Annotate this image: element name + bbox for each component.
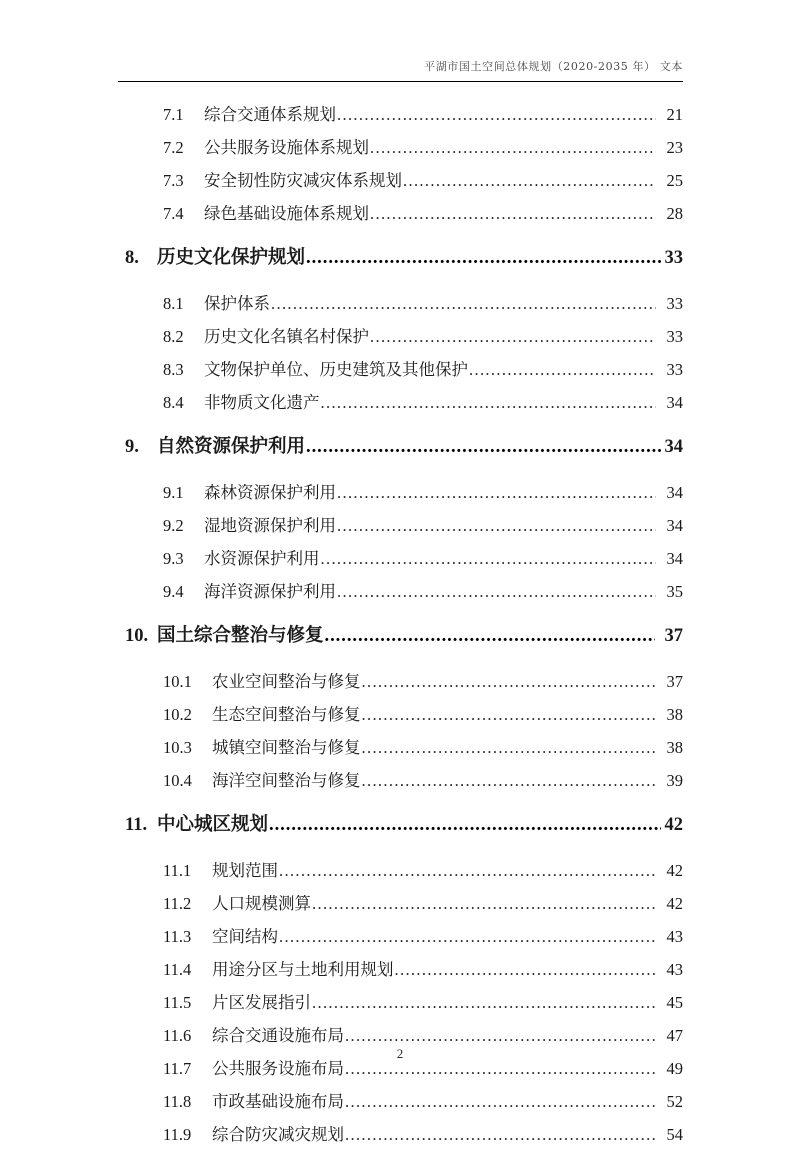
toc-dot-leader xyxy=(269,803,661,847)
header-divider-rule xyxy=(118,81,683,82)
section-spacer xyxy=(118,658,683,665)
toc-entry-title: 综合交通设施布局 xyxy=(212,1026,344,1045)
toc-entry-number: 8.3 xyxy=(163,360,184,379)
table-of-contents xyxy=(118,98,683,1151)
toc-dot-leader xyxy=(279,920,656,953)
toc-subsection-row[interactable] xyxy=(118,575,683,608)
toc-entry-title: 公共服务设施体系规划 xyxy=(204,138,369,157)
toc-entry-page-number: 34 xyxy=(664,437,683,457)
toc-entry-title: 综合防灾减灾规划 xyxy=(212,1125,344,1144)
toc-dot-leader xyxy=(370,320,656,353)
toc-dot-leader xyxy=(321,542,657,575)
toc-entry-page-number: 43 xyxy=(666,927,683,946)
toc-section-row[interactable] xyxy=(118,803,683,847)
toc-entry-title: 空间结构 xyxy=(212,927,278,946)
toc-dot-leader xyxy=(403,164,656,197)
toc-entry-title: 国土综合整治与修复 xyxy=(157,626,324,646)
toc-subsection-row[interactable] xyxy=(118,854,683,887)
toc-entry-title: 城镇空间整治与修复 xyxy=(212,738,361,757)
toc-section-row[interactable] xyxy=(118,236,683,280)
toc-entry-page-number: 34 xyxy=(666,549,683,568)
toc-dot-leader xyxy=(321,386,657,419)
toc-entry-page-number: 21 xyxy=(666,105,683,124)
toc-entry-title: 中心城区规划 xyxy=(157,815,269,835)
toc-dot-leader xyxy=(469,353,656,386)
toc-subsection-row[interactable] xyxy=(118,287,683,320)
toc-dot-leader xyxy=(362,764,657,797)
toc-entry-number: 10. xyxy=(125,626,149,646)
toc-entry-number: 8.4 xyxy=(163,393,184,412)
toc-entry-number: 9.3 xyxy=(163,549,184,568)
toc-entry-number: 9.4 xyxy=(163,582,184,601)
toc-dot-leader xyxy=(370,197,656,230)
toc-entry-number: 8.2 xyxy=(163,327,184,346)
toc-dot-leader xyxy=(271,287,656,320)
toc-subsection-row[interactable] xyxy=(118,764,683,797)
toc-entry-title: 森林资源保护利用 xyxy=(204,483,336,502)
toc-entry-number: 11. xyxy=(125,815,148,835)
toc-entry-number: 11.7 xyxy=(163,1059,192,1078)
toc-dot-leader xyxy=(312,986,656,1019)
toc-entry-title: 文物保护单位、历史建筑及其他保护 xyxy=(204,360,468,379)
toc-entry-page-number: 28 xyxy=(666,204,683,223)
toc-entry-page-number: 42 xyxy=(664,815,683,835)
toc-entry-title: 湿地资源保护利用 xyxy=(204,516,336,535)
toc-entry-number: 7.4 xyxy=(163,204,184,223)
toc-subsection-row[interactable] xyxy=(118,1085,683,1118)
toc-entry-number: 8.1 xyxy=(163,294,184,313)
toc-dot-leader xyxy=(337,476,656,509)
toc-entry-number: 11.8 xyxy=(163,1092,192,1111)
section-spacer xyxy=(118,469,683,476)
toc-dot-leader xyxy=(325,614,655,658)
toc-entry-number: 10.4 xyxy=(163,771,192,790)
toc-subsection-row[interactable] xyxy=(118,986,683,1019)
toc-entry-number: 11.9 xyxy=(163,1125,192,1144)
toc-entry-title: 公共服务设施布局 xyxy=(212,1059,344,1078)
toc-dot-leader xyxy=(370,131,656,164)
toc-entry-number: 7.2 xyxy=(163,138,184,157)
toc-entry-title: 安全韧性防灾减灾体系规划 xyxy=(204,171,402,190)
toc-entry-page-number: 39 xyxy=(666,771,683,790)
page-header xyxy=(118,58,683,82)
toc-subsection-row[interactable] xyxy=(118,98,683,131)
toc-entry-title: 人口规模测算 xyxy=(212,894,311,913)
toc-subsection-row[interactable] xyxy=(118,476,683,509)
toc-entry-title: 海洋空间整治与修复 xyxy=(212,771,361,790)
toc-entry-title: 海洋资源保护利用 xyxy=(204,582,336,601)
toc-entry-page-number: 33 xyxy=(666,327,683,346)
toc-subsection-row[interactable] xyxy=(118,953,683,986)
toc-subsection-row[interactable] xyxy=(118,731,683,764)
toc-entry-page-number: 42 xyxy=(666,894,683,913)
toc-dot-leader xyxy=(337,575,656,608)
toc-entry-title: 历史文化保护规划 xyxy=(157,248,306,268)
toc-entry-title: 非物质文化遗产 xyxy=(204,393,320,412)
toc-subsection-row[interactable] xyxy=(118,698,683,731)
toc-entry-number: 9.2 xyxy=(163,516,184,535)
toc-entry-page-number: 37 xyxy=(666,672,683,691)
section-spacer xyxy=(118,280,683,287)
toc-entry-page-number: 33 xyxy=(666,360,683,379)
toc-entry-title: 农业空间整治与修复 xyxy=(212,672,361,691)
toc-entry-page-number: 34 xyxy=(666,483,683,502)
toc-dot-leader xyxy=(362,665,657,698)
toc-entry-title: 自然资源保护利用 xyxy=(157,437,306,457)
toc-entry-page-number: 47 xyxy=(666,1026,683,1045)
toc-entry-title: 综合交通体系规划 xyxy=(204,105,336,124)
toc-entry-title: 保护体系 xyxy=(204,294,270,313)
toc-entry-number: 11.1 xyxy=(163,861,192,880)
toc-entry-page-number: 54 xyxy=(666,1125,683,1144)
toc-entry-page-number: 23 xyxy=(666,138,683,157)
toc-subsection-row[interactable] xyxy=(118,386,683,419)
toc-entry-number: 10.1 xyxy=(163,672,192,691)
toc-subsection-row[interactable] xyxy=(118,1118,683,1151)
toc-entry-title: 水资源保护利用 xyxy=(204,549,320,568)
toc-dot-leader xyxy=(337,98,656,131)
toc-section-row[interactable] xyxy=(118,425,683,469)
toc-dot-leader xyxy=(362,698,657,731)
toc-entry-number: 11.5 xyxy=(163,993,192,1012)
toc-dot-leader xyxy=(306,236,661,280)
toc-entry-page-number: 35 xyxy=(666,582,683,601)
toc-entry-page-number: 49 xyxy=(666,1059,683,1078)
toc-entry-page-number: 33 xyxy=(666,294,683,313)
toc-entry-page-number: 34 xyxy=(666,393,683,412)
toc-dot-leader xyxy=(312,887,656,920)
toc-entry-page-number: 45 xyxy=(666,993,683,1012)
toc-entry-number: 11.2 xyxy=(163,894,192,913)
toc-entry-number: 11.3 xyxy=(163,927,192,946)
toc-entry-page-number: 52 xyxy=(666,1092,683,1111)
toc-subsection-row[interactable] xyxy=(118,509,683,542)
toc-entry-page-number: 33 xyxy=(664,248,683,268)
toc-entry-number: 10.3 xyxy=(163,738,192,757)
toc-dot-leader xyxy=(279,854,656,887)
toc-subsection-row[interactable] xyxy=(118,353,683,386)
toc-entry-title: 绿色基础设施体系规划 xyxy=(204,204,369,223)
toc-dot-leader xyxy=(345,1118,656,1151)
toc-entry-title: 规划范围 xyxy=(212,861,278,880)
toc-entry-page-number: 25 xyxy=(666,171,683,190)
toc-section-row[interactable] xyxy=(118,614,683,658)
toc-entry-page-number: 38 xyxy=(666,705,683,724)
toc-entry-title: 片区发展指引 xyxy=(212,993,311,1012)
toc-entry-number: 9. xyxy=(125,437,139,457)
toc-entry-number: 9.1 xyxy=(163,483,184,502)
toc-subsection-row[interactable] xyxy=(118,665,683,698)
toc-entry-page-number: 42 xyxy=(666,861,683,880)
toc-dot-leader xyxy=(362,731,657,764)
toc-entry-page-number: 43 xyxy=(666,960,683,979)
toc-subsection-row[interactable] xyxy=(118,164,683,197)
toc-subsection-row[interactable] xyxy=(118,320,683,353)
section-spacer xyxy=(118,847,683,854)
toc-entry-title: 市政基础设施布局 xyxy=(212,1092,344,1111)
toc-subsection-row[interactable] xyxy=(118,542,683,575)
toc-entry-page-number: 37 xyxy=(664,626,683,646)
toc-subsection-row[interactable] xyxy=(118,887,683,920)
toc-entry-number: 11.6 xyxy=(163,1026,192,1045)
toc-dot-leader xyxy=(345,1085,656,1118)
toc-entry-page-number: 38 xyxy=(666,738,683,757)
header-document-title: 平湖市国土空间总体规划（2020-2035 年） 文本 xyxy=(424,60,683,73)
toc-entry-number: 7.3 xyxy=(163,171,184,190)
toc-entry-number: 10.2 xyxy=(163,705,192,724)
toc-entry-title: 用途分区与土地利用规划 xyxy=(212,960,394,979)
toc-entry-number: 7.1 xyxy=(163,105,184,124)
toc-entry-number: 8. xyxy=(125,248,139,268)
toc-dot-leader xyxy=(306,425,661,469)
toc-entry-title: 历史文化名镇名村保护 xyxy=(204,327,369,346)
toc-subsection-row[interactable] xyxy=(118,920,683,953)
toc-dot-leader xyxy=(337,509,656,542)
toc-entry-number: 11.4 xyxy=(163,960,192,979)
toc-entry-page-number: 34 xyxy=(666,516,683,535)
footer-page-number: 2 xyxy=(396,1046,404,1061)
toc-subsection-row[interactable] xyxy=(118,197,683,230)
toc-entry-title: 生态空间整治与修复 xyxy=(212,705,361,724)
toc-dot-leader xyxy=(395,953,657,986)
toc-subsection-row[interactable] xyxy=(118,131,683,164)
